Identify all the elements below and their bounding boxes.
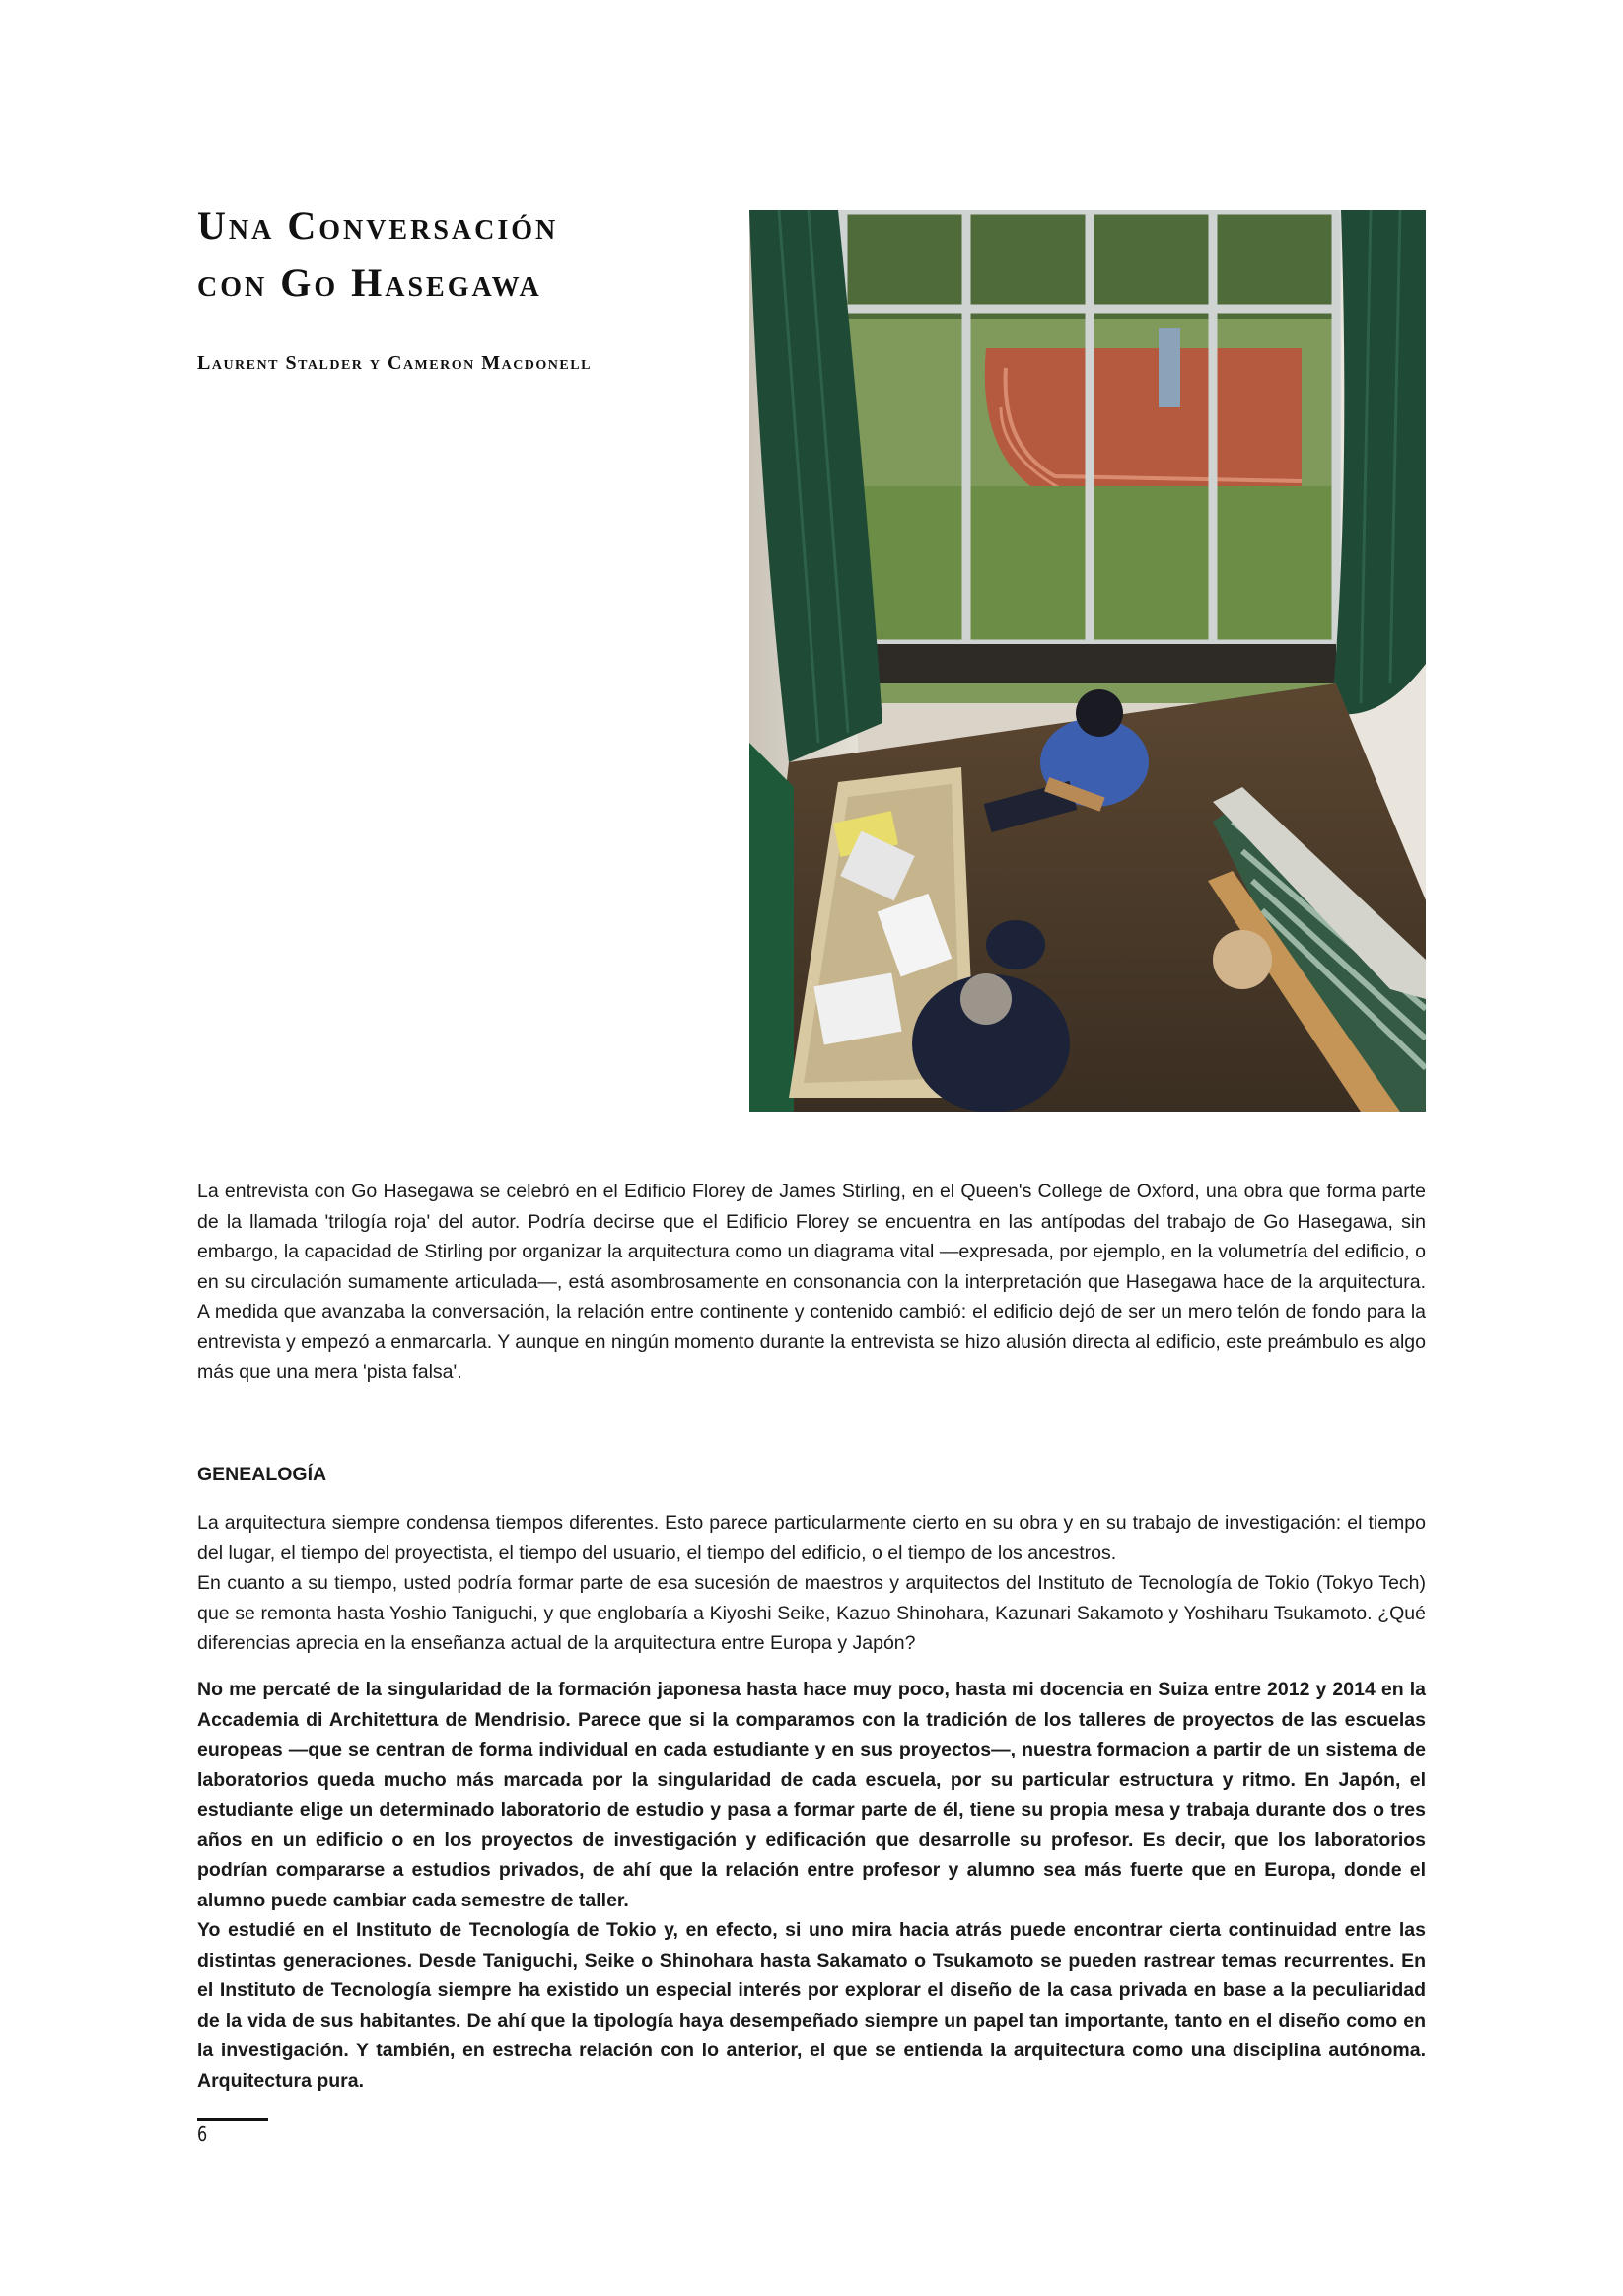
title-line-2: con Go Hasegawa (197, 260, 542, 305)
footer-rule (197, 2118, 268, 2121)
question-block (197, 1508, 1426, 1659)
answer-block (197, 1675, 1426, 2096)
answer-paragraph-2: Yo estudié en el Instituto de Tecnología de Tokio y, en efecto, si uno mira hacia atrás puede encontrar cierta continuidad entre las distintas generaciones. Desde Taniguchi, Seike o Shinohara hasta Sakamato o Tsukamoto se pueden rastrear temas recurrentes. En el Instituto de Tecnología siempre ha existido un especial interés por explorar el diseño de la casa privada en base a la peculiaridad de la vida de sus habitantes. De ahí que la tipología haya desempeñado siempre un papel tan importante, tanto en el diseño como en la investigación. Y también, en estrecha relación con lo anterior, el que se entienda la arquitectura como una disciplina autónoma. Arquitectura pura. (197, 1919, 1426, 2092)
section-heading: GENEALOGÍA (197, 1464, 327, 1485)
intro-paragraph: La entrevista con Go Hasegawa se celebró en el Edificio Florey de James Stirling, en el Queen's College de Oxford, una obra que forma parte de la llamada 'trilogía roja' del autor. Podría decirse que el Edificio Florey se encuentra en las antípodas del trabajo de Go Hasegawa, sin embargo, la capacidad de Stirling por organizar la arquitectura como un diagrama vital —expresada, por ejemplo, en la volumetría del edificio, o en su circulación sumamente articulada—, está asombrosamente en consonancia con la interpretación que Hasegawa hace de la arquitectura. A medida que avanzaba la conversación, la relación entre continente y contenido cambió: el edificio dejó de ser un mero telón de fondo para la entrevista y empezó a enmarcarla. Y aunque en ningún momento durante la entrevista se hizo alusión directa al edificio, este preámbulo es algo más que una mera 'pista falsa'. (197, 1181, 1426, 1383)
article-authors: Laurent Stalder y Cameron Macdonell (197, 352, 592, 374)
interview-photo (749, 210, 1426, 1112)
answer-paragraph-1: No me percaté de la singularidad de la formación japonesa hasta hace muy poco, hasta mi docencia en Suiza entre 2012 y 2014 en la Accademia di Architettura de Mendrisio. Parece que si la comparamos con la tradición de los talleres de proyectos de las escuelas europeas —que se centran de forma individual en cada estudiante y en sus proyectos—, nuestra formacion a partir de un sistema de laboratorios queda mucho más marcada por la singularidad de cada escuela, por su particular estructura y ritmo. En Japón, el estudiante elige un determinado laboratorio de estudio y pasa a formar parte de él, tiene su propia mesa y trabaja durante dos o tres años en un edificio o en los proyectos de investigación y edificación que desarrolle su profesor. Es decir, que los laboratorios podrían compararse a estudios privados, de ahí que la relación entre profesor y alumno sea más fuerte que en Europa, donde el alumno puede cambiar cada semestre de taller. (197, 1679, 1426, 1911)
article-title (197, 197, 710, 312)
title-line-1: Una Conversación (197, 203, 559, 248)
question-paragraph-2: En cuanto a su tiempo, usted podría formar parte de esa sucesión de maestros y arquitectos del Instituto de Tecnología de Tokio (Tokyo Tech) que se remonta hasta Yoshio Taniguchi, y que englobaría a Kiyoshi Seike, Kazuo Shinohara, Kazunari Sakamoto y Yoshiharu Tsukamoto. ¿Qué diferencias aprecia en la enseñanza actual de la arquitectura entre Europa y Japón? (197, 1572, 1426, 1654)
page-number: 6 (197, 2122, 208, 2146)
question-paragraph-1: La arquitectura siempre condensa tiempos diferentes. Esto parece particularmente cierto en su obra y en su trabajo de investigación: el tiempo del lugar, el tiempo del proyectista, el tiempo del usuario, el tiempo del edificio, o el tiempo de los ancestros. (197, 1512, 1426, 1564)
